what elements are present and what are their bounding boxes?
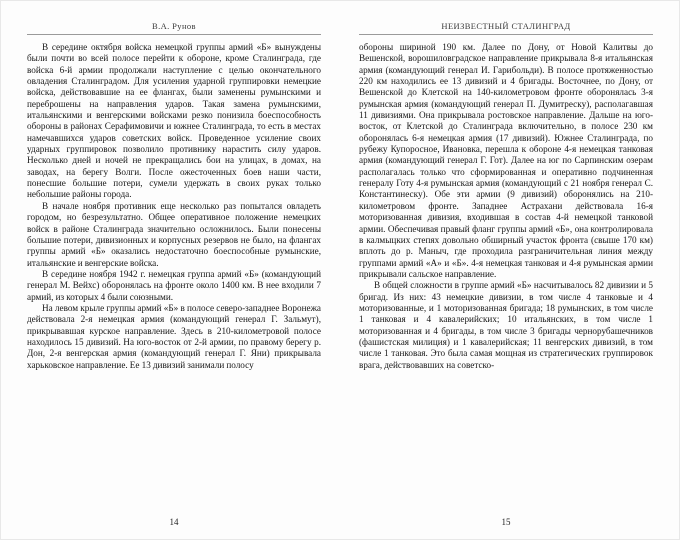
paragraph: На левом крыле группы армий «Б» в полосе северо-западнее Воронежа действовала 2-я немецкая армия (командующий генерал Г. Зальмут), прикрывавшая курское направление. Здесь в 210-километровой полосе находилось 15 дивизий. На юго-восток от 2-й армии, по правому берегу р. Дон, 2-я венгерская армия (командующий генерал Г. Яни) прикрывала харьковское направление. Ее 13 дивизий занимали полосу [27, 302, 321, 370]
paragraph: В середине ноября 1942 г. немецкая группа армий «Б» (командующий генерал М. Вейхс) оборонялась на фронте около 1400 км. В нее входили 7 армий, из которых 4 были союзными. [27, 268, 321, 302]
page-right [359, 21, 653, 527]
page-number-right: 15 [501, 517, 511, 527]
running-header-title: НЕИЗВЕСТНЫЙ СТАЛИНГРАД [359, 21, 653, 35]
paragraph: В начале ноября противник еще несколько раз попытался овладеть городом, но безрезультатно. Общее оперативное положение немецких войск в районе Сталинграда значительно осложнилось. Были понесены большие потери, дивизионных и корпусных резервов не было, на флангах группы армий «Б» оказались недостаточно боеспособные румынские, итальянские и венгерские войска. [27, 200, 321, 268]
page-left-text [27, 42, 321, 512]
paragraph: В середине октября войска немецкой группы армий «Б» вынуждены были почти во всей полосе перейти к обороне, кроме Сталинграда, где войска 6-й армии продолжали наступление с целью окончательного овладения Сталинградом. Для усиления ударной группировки немецкие войска, действовавшие на ее флангах, были заменены румынскими и переброшены на направления ударов. Такая замена румынскими, итальянскими и венгерскими войсками резко понизила боеспособность обороны в районах Серафимовичи и южнее Сталинграда, то есть в местах намечавшихся ударов советских войск. Проведенное усиление своих ударных группировок позволило противнику нарастить силу ударов. Несколько дней и ночей не прекращались бои на улицах, в домах, на заводах, на берегу Волги. После ожесточенных боев наши части, понесшие большие потери, сумели удержать в своих руках только небольшие районы города. [27, 42, 321, 200]
paragraph: В общей сложности в группе армий «Б» насчитывалось 82 дивизии и 5 бригад. Из них: 43 немецкие дивизии, в том числе 4 танковые и 4 моторизованные, и 1 моторизованная бригада; 18 румынских, в том числе 1 танковая и 4 кавалерийских; 10 итальянских, в том числе 1 моторизованная и 4 бригады, в том числе 3 бригады чернорубашечников (фашистская милиция) и 1 кавалерийская; 11 венгерских дивизий, в том числе 1 танковая. Это была самая мощная из стратегических группировок врага, действовавших на советско- [359, 280, 653, 370]
paragraph: обороны шириной 190 км. Далее по Дону, от Новой Калитвы до Вешенской, ворошиловградское направление прикрывала 8-я итальянская армия (командующий генерал И. Гарибольди). В полосе протяженностью 220 км находились ее 13 дивизий и 4 бригады. Восточнее, по Дону, от Вешенской до Клетской на 140-километровом фронте оборонялась 3-я румынская армия (командующий генерал П. Думитреску), располагавшая 11 дивизиями. Она прикрывала ростовское направление. Дальше на юго-восток, от Клетской до Сталинграда включительно, в полосе 230 км оборонялась 6-я немецкая армия (17 дивизий). Южнее Сталинграда, по рубежу Купоросное, Ивановка, перешла к обороне 4-я немецкая танковая армия (командующий генерал Г. Гот). Далее на юг по Сарпинским озерам располагалась только что сформированная и оперативно подчиненная генералу Готу 4-я румынская армия (командующий с 21 ноября генерал С. Константинеску). Обе эти армии (9 дивизий) оборонялись на 210-километровом фронте. Западнее Астрахани действовала 16-я моторизованная дивизия, входившая в состав 4-й немецкой танковой армии. Обеспечивая правый фланг группы армий «Б», она контролировала в калмыцких степях довольно обширный участок фронта (свыше 170 км) вплоть до р. Маныч, где проходила разграничительная линия между группами армий «А» и «Б». 4-я немецкая танковая и 4-я румынская армии прикрывали сальское направление. [359, 42, 653, 279]
running-header-author: В.А. Рунов [27, 21, 321, 35]
page-left [27, 21, 321, 527]
page-right-text [359, 42, 653, 512]
page-number-left: 14 [169, 517, 179, 527]
